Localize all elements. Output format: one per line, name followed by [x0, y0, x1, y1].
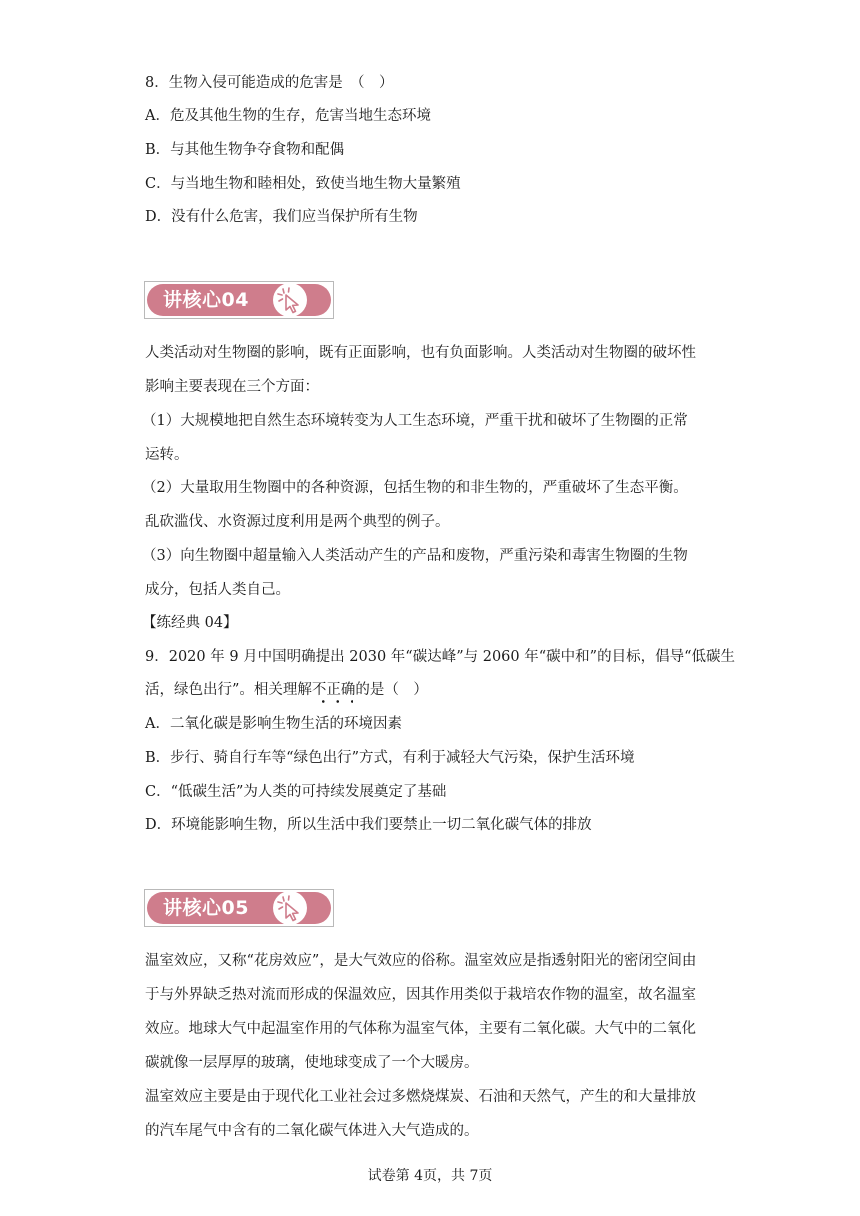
core-05-paragraph-line: 温室效应，又称“花房效应”，是大气效应的俗称。温室效应是指透射阳光的密闭空间由 — [145, 953, 697, 969]
core-05-paragraph-line: 效应。地球大气中起温室作用的气体称为温室气体，主要有二氧化碳。大气中的二氧化 — [145, 1021, 696, 1037]
banner-label: 讲核心05 — [163, 897, 249, 919]
core-04-paragraph-line: 成分，包括人类自己。 — [145, 582, 290, 598]
question-8-option-c: C．与当地生物和睦相处，致使当地生物大量繁殖 — [145, 176, 461, 192]
core-04-paragraph-line: 影响主要表现在三个方面： — [145, 379, 319, 395]
page-footer: 试卷第 4页，共 7页 — [367, 1168, 493, 1184]
question-9-stem-line-1: 9．2020 年 9 月中国明确提出 2030 年“碳达峰”与 2060 年“碳中和”的目标，倡导“低碳生 — [145, 649, 735, 665]
question-8-option-d: D．没有什么危害，我们应当保护所有生物 — [145, 209, 418, 225]
click-cursor-icon — [273, 891, 307, 925]
question-9-stem-tail: 的是（ ） — [355, 682, 428, 698]
question-9-stem-text: 活，绿色出行”。相关理解 — [145, 682, 312, 698]
question-9-stem-line-2 — [145, 680, 428, 700]
core-04-point-1: （1）大规模地把自然生态环境转变为人工生态环境，严重干扰和破坏了生物圈的正常 — [142, 413, 688, 429]
core-05-banner — [144, 889, 334, 927]
question-8-stem: 8．生物入侵可能造成的危害是 （ ） — [145, 75, 394, 91]
question-9-option-c: C．“低碳生活”为人类的可持续发展奠定了基础 — [145, 784, 447, 800]
core-04-point-2: （2）大量取用生物圈中的各种资源，包括生物的和非生物的，严重破坏了生态平衡。 — [142, 480, 688, 496]
core-04-paragraph-line: 运转。 — [145, 447, 189, 463]
question-9-option-b: B．步行、骑自行车等“绿色出行”方式，有利于减轻大气污染，保护生活环境 — [145, 750, 635, 766]
core-04-paragraph-line: 人类活动对生物圈的影响，既有正面影响，也有负面影响。人类活动对生物圈的破坏性 — [145, 345, 696, 361]
click-cursor-icon — [273, 283, 307, 317]
core-05-paragraph-line: 温室效应主要是由于现代化工业社会过多燃烧煤炭、石油和天然气，产生的和大量排放 — [145, 1089, 696, 1105]
question-8-option-b: B．与其他生物争夺食物和配偶 — [145, 142, 345, 158]
core-05-paragraph-line: 碳就像一层厚厚的玻璃，使地球变成了一个大暖房。 — [145, 1055, 479, 1071]
core-04-banner — [144, 281, 334, 319]
practice-04-heading: 【练经典 04】 — [142, 615, 238, 631]
question-9-option-a: A．二氧化碳是影响生物生活的环境因素 — [145, 716, 402, 732]
question-9-option-d: D．环境能影响生物，所以生活中我们要禁止一切二氧化碳气体的排放 — [145, 817, 592, 833]
core-05-paragraph-line: 于与外界缺乏热对流而形成的保温效应，因其作用类似于栽培农作物的温室，故名温室 — [145, 987, 696, 1003]
banner-label: 讲核心04 — [163, 289, 249, 311]
core-05-paragraph-line: 的汽车尾气中含有的二氧化碳气体进入大气造成的。 — [145, 1123, 479, 1139]
question-8-option-a: A．危及其他生物的生存，危害当地生态环境 — [145, 108, 431, 124]
core-04-paragraph-line: 乱砍滥伐、水资源过度利用是两个典型的例子。 — [145, 514, 450, 530]
core-04-point-3: （3）向生物圈中超量输入人类活动产生的产品和废物，严重污染和毒害生物圈的生物 — [142, 548, 688, 564]
emphasis-dotted-text: 不正确 — [311, 682, 356, 698]
